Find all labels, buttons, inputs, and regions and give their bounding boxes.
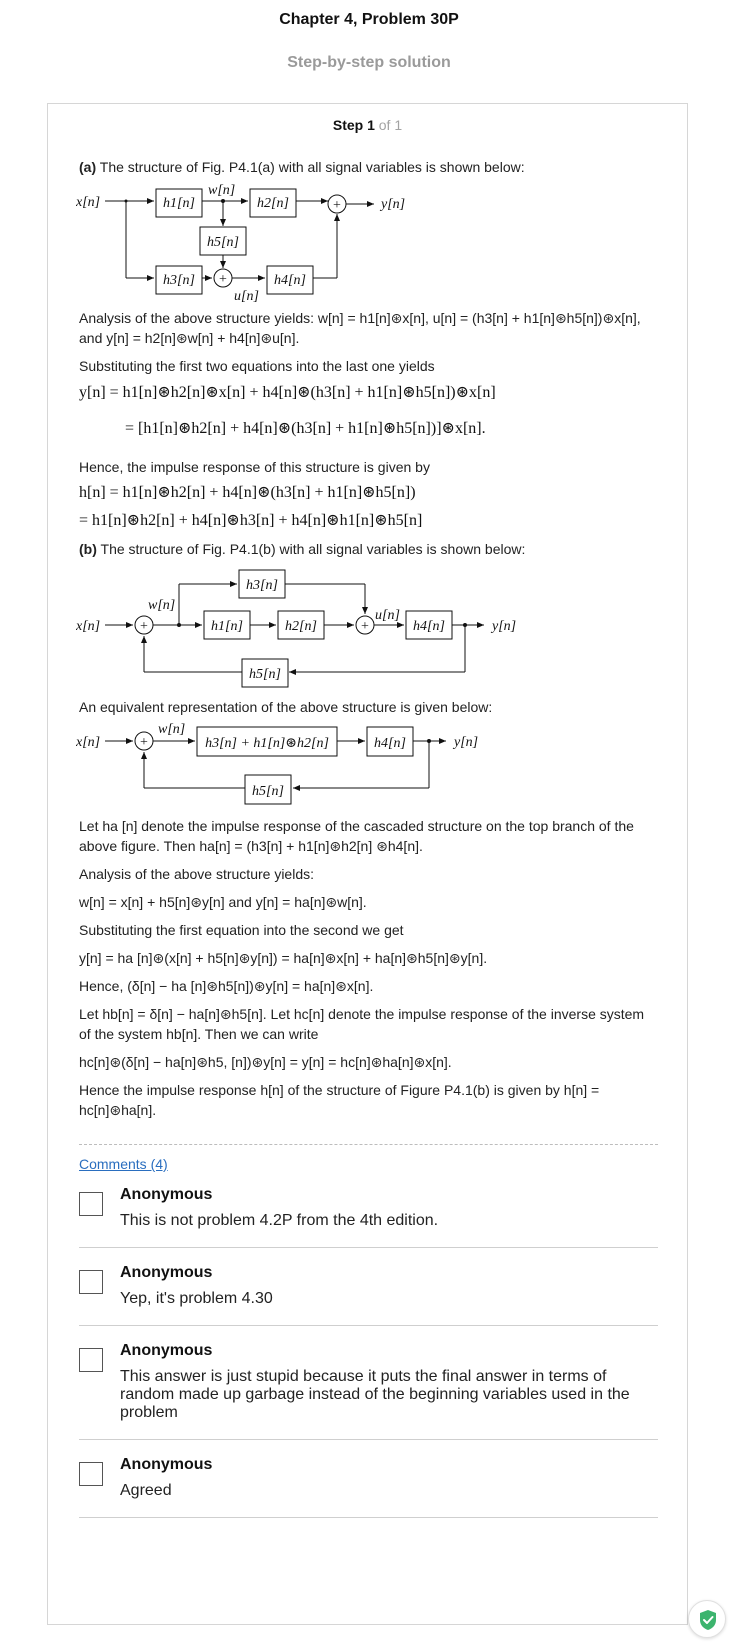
diag-a-h1: h1[n]: [163, 196, 195, 211]
part-a-eq4: = h1[n]⊛h2[n] + h4[n]⊛h3[n] + h4[n]⊛h1[n]⊛h5[n]: [79, 512, 423, 529]
svg-text:+: +: [361, 619, 369, 634]
part-a-intro-text: The structure of Fig. P4.1(a) with all signal variables is shown below:: [99, 159, 525, 175]
part-b-let2-line2: of the system hb[n]. Then we can write: [79, 1026, 319, 1042]
diag-a-y-label: y[n]: [381, 197, 406, 212]
part-a-hence: Hence, the impulse response of this structure is given by: [79, 459, 430, 475]
comment-checkbox[interactable]: [79, 1348, 103, 1372]
comment-item: [79, 1264, 658, 1326]
comment-author: Anonymous: [120, 1456, 213, 1473]
part-b-equiv: An equivalent representation of the above structure is given below:: [79, 699, 493, 715]
diagram-part-a: [76, 180, 436, 306]
part-b-let2: [79, 1004, 654, 1044]
diag-b2-h4: h4[n]: [374, 736, 406, 751]
part-b-let1-line2: above figure. Then ha[n] = (h3[n] + h1[n]⊛h2[n] ⊛h4[n].: [79, 838, 423, 854]
comment-text: Agreed: [120, 1482, 172, 1499]
part-b-intro-text: The structure of Fig. P4.1(b) with all signal variables is shown below:: [100, 541, 526, 557]
diagram-part-b: [76, 564, 536, 692]
diag-b1-h2: h2[n]: [285, 619, 317, 634]
diag-a-u-label: u[n]: [234, 289, 259, 304]
comment-text: This is not problem 4.2P from the 4th edition.: [120, 1212, 439, 1229]
diag-b1-h4: h4[n]: [413, 619, 445, 634]
diag-b1-h5: h5[n]: [249, 667, 281, 682]
comment-item: [79, 1342, 658, 1440]
part-b-final-line1: Hence the impulse response h[n] of the structure of Figure P4.1(b) is given by h[n] =: [79, 1082, 600, 1098]
comments-link[interactable]: Comments (4): [79, 1156, 168, 1172]
shield-check-icon: [689, 1601, 727, 1639]
step-indicator: [48, 117, 687, 133]
part-a-eq3: h[n] = h1[n]⊛h2[n] + h4[n]⊛(h3[n] + h1[n]⊛h5[n]): [79, 484, 416, 501]
diag-b2-x-label: x[n]: [76, 735, 101, 750]
part-a-intro: [79, 157, 654, 177]
diag-b1-u-label: u[n]: [375, 608, 400, 623]
solution-subtitle: Step-by-step solution: [287, 54, 451, 71]
comment-checkbox[interactable]: [79, 1462, 103, 1486]
part-b-final-line2: hc[n]⊛ha[n].: [79, 1102, 157, 1118]
comment-text: Yep, it's problem 4.30: [120, 1290, 273, 1307]
diag-a-w-label: w[n]: [208, 183, 236, 198]
solution-card: [47, 103, 688, 1625]
part-b-analysis: Analysis of the above structure yields:: [79, 866, 315, 882]
comment-item: [79, 1456, 658, 1518]
part-a-analysis-line1: Analysis of the above structure yields: w[n] = h1[n]⊛x[n], u[n] = (h3[n] + h1[n]⊛h5[n])⊛x[n],: [79, 310, 641, 326]
comment-text: This answer is just stupid because it puts the final answer in terms of random made up garbage instead of the beginning variables used in the problem: [120, 1368, 630, 1421]
part-b-eqC: Hence, (δ[n] − ha [n]⊛h5[n])⊛y[n] = ha[n]⊛x[n].: [79, 978, 374, 994]
diag-b1-h1: h1[n]: [211, 619, 243, 634]
part-b-let1-line1: Let ha [n] denote the impulse response of the cascaded structure on the top branch of the: [79, 818, 634, 834]
comment-author: Anonymous: [120, 1264, 213, 1281]
svg-text:+: +: [333, 198, 341, 213]
part-a-analysis: [79, 308, 654, 348]
comment-item: [79, 1186, 658, 1248]
svg-text:+: +: [219, 272, 227, 287]
comment-author: Anonymous: [120, 1186, 213, 1203]
part-b-eqD: hc[n]⊛(δ[n] − ha[n]⊛h5, [n])⊛y[n] = y[n] = hc[n]⊛ha[n]⊛x[n].: [79, 1054, 452, 1070]
diag-b1-y-label: y[n]: [492, 619, 517, 634]
comments-divider: [79, 1144, 658, 1145]
security-shield-button[interactable]: [688, 1600, 726, 1638]
part-a-label: (a): [79, 159, 97, 175]
part-a-analysis-line2: and y[n] = h2[n]⊛w[n] + h4[n]⊛u[n].: [79, 330, 300, 346]
diagram-part-b-equivalent: [76, 719, 516, 811]
diag-b2-y-label: y[n]: [454, 735, 479, 750]
diag-b1-x-label: x[n]: [76, 619, 101, 634]
diag-b1-w-label: w[n]: [148, 598, 176, 613]
diag-b1-h3: h3[n]: [246, 578, 278, 593]
part-b-eqB: y[n] = ha [n]⊛(x[n] + h5[n]⊛y[n]) = ha[n]⊛x[n] + ha[n]⊛h5[n]⊛y[n].: [79, 950, 488, 966]
diag-b2-combined: h3[n] + h1[n]⊛h2[n]: [205, 736, 329, 751]
part-b-final: [79, 1080, 654, 1120]
diag-a-h3: h3[n]: [163, 273, 195, 288]
diag-b2-w-label: w[n]: [158, 722, 186, 737]
part-b-let2-line1: Let hb[n] = δ[n] − ha[n]⊛h5[n]. Let hc[n] denote the impulse response of the inverse system: [79, 1006, 645, 1022]
part-b-eqA: w[n] = x[n] + h5[n]⊛y[n] and y[n] = ha[n]⊛w[n].: [79, 894, 367, 910]
diag-b2-h5: h5[n]: [252, 784, 284, 799]
svg-text:+: +: [140, 619, 148, 634]
page-title: Chapter 4, Problem 30P: [279, 11, 459, 28]
diag-a-x-label: x[n]: [76, 195, 101, 210]
comment-checkbox[interactable]: [79, 1192, 103, 1216]
diag-a-h2: h2[n]: [257, 196, 289, 211]
step-of: of 1: [378, 117, 403, 133]
part-b-let1: [79, 816, 654, 856]
part-a-subst: Substituting the first two equations into the last one yields: [79, 358, 435, 374]
diag-a-h4: h4[n]: [274, 273, 306, 288]
part-a-eq1: y[n] = h1[n]⊛h2[n]⊛x[n] + h4[n]⊛(h3[n] + h1[n]⊛h5[n])⊛x[n]: [79, 384, 496, 401]
part-a-eq2: = [h1[n]⊛h2[n] + h4[n]⊛(h3[n] + h1[n]⊛h5[n])]⊛x[n].: [125, 420, 486, 437]
diag-a-h5: h5[n]: [207, 235, 239, 250]
step-label: Step 1: [332, 117, 375, 133]
comment-checkbox[interactable]: [79, 1270, 103, 1294]
part-b-label: (b): [79, 541, 97, 557]
part-b-intro: [79, 539, 654, 559]
comment-author: Anonymous: [120, 1342, 213, 1359]
svg-text:+: +: [140, 735, 148, 750]
part-b-subst: Substituting the first equation into the second we get: [79, 922, 404, 938]
